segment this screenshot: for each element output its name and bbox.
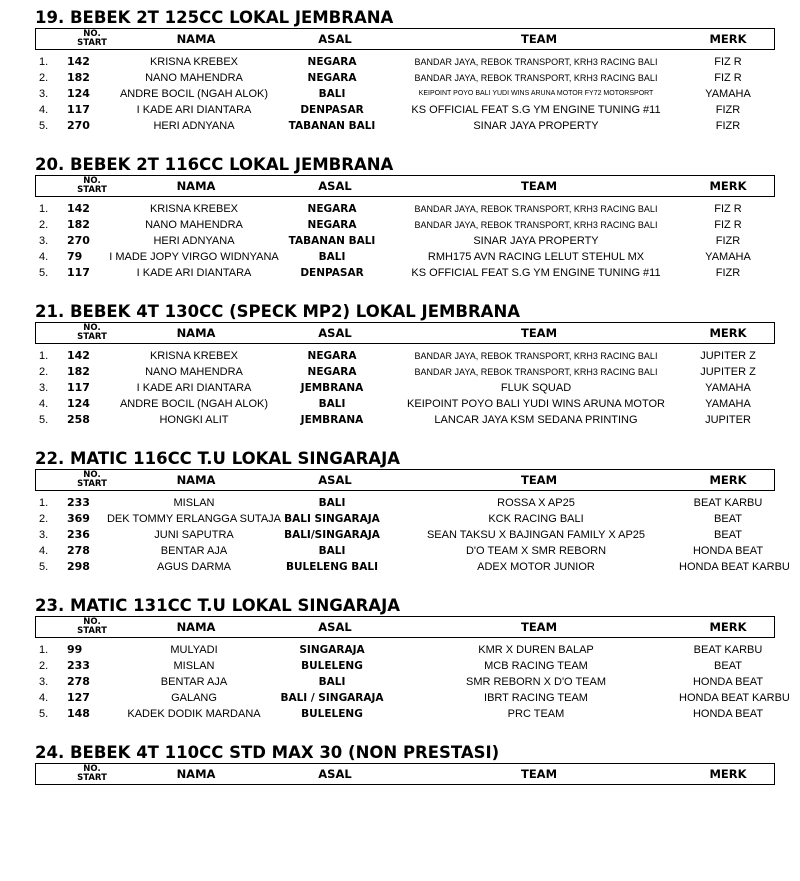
bike-brand: FIZR — [715, 104, 741, 116]
table-row — [33, 642, 777, 658]
header-no-start: NO. START — [77, 617, 107, 636]
bike-brand: HONDA BEAT — [692, 676, 764, 688]
rider-origin: BULELENG — [301, 660, 363, 672]
rider-origin: BALI — [318, 398, 346, 410]
rider-name: NANO MAHENDRA — [145, 72, 243, 84]
header-merk: MERK — [709, 767, 747, 781]
start-number: 117 — [67, 103, 90, 116]
row-index: 2. — [39, 72, 49, 84]
start-number: 233 — [67, 496, 90, 509]
table-row — [33, 348, 777, 364]
start-number: 270 — [67, 234, 90, 247]
team-name: KS OFFICIAL FEAT S.G YM ENGINE TUNING #11 — [411, 267, 661, 279]
table-row — [33, 658, 777, 674]
bike-brand: FIZR — [715, 235, 741, 247]
rider-name: ANDRE BOCIL (NGAH ALOK) — [119, 398, 269, 410]
rider-name: MISLAN — [173, 497, 215, 509]
header-team: TEAM — [520, 32, 558, 46]
row-index: 4. — [39, 545, 49, 557]
bike-brand: BEAT — [714, 529, 742, 541]
table-row — [33, 249, 777, 265]
rider-origin: NEGARA — [307, 203, 357, 215]
row-index: 1. — [39, 56, 49, 68]
rider-origin: NEGARA — [307, 219, 357, 231]
header-no-start: NO. START — [77, 470, 107, 489]
header-asal: ASAL — [318, 620, 352, 634]
rider-name: HONGKI ALIT — [159, 414, 229, 426]
start-number: 278 — [67, 675, 90, 688]
start-number: 298 — [67, 560, 90, 573]
rider-origin: NEGARA — [307, 56, 357, 68]
row-index: 5. — [39, 708, 49, 720]
rider-origin: BULELENG BALI — [285, 561, 379, 573]
start-number: 142 — [67, 55, 90, 68]
class-section-24 — [33, 743, 777, 785]
team-name: RMH175 AVN RACING LELUT STEHUL MX — [427, 251, 645, 263]
table-row — [33, 559, 790, 575]
rider-origin: TABANAN BALI — [288, 235, 376, 247]
rider-origin: JEMBRANA — [300, 382, 364, 394]
section-title: 20. BEBEK 2T 116CC LOKAL JEMBRANA — [35, 155, 394, 174]
bike-brand: HONDA BEAT — [692, 545, 764, 557]
header-nama: NAMA — [176, 326, 216, 340]
start-number: 233 — [67, 659, 90, 672]
bike-brand: FIZ R — [714, 56, 742, 68]
rider-origin: BALI SINGARAJA — [284, 513, 380, 525]
table-row — [33, 396, 777, 412]
team-name: BANDAR JAYA, REBOK TRANSPORT, KRH3 RACING BALI — [414, 351, 658, 361]
rider-origin: NEGARA — [307, 350, 357, 362]
row-index: 2. — [39, 366, 49, 378]
header-nama: NAMA — [176, 620, 216, 634]
bike-brand: FIZR — [715, 120, 741, 132]
header-nama: NAMA — [176, 767, 216, 781]
class-section-21 — [33, 302, 777, 428]
rider-origin: DENPASAR — [300, 267, 364, 279]
table-row — [33, 412, 777, 428]
header-asal: ASAL — [318, 179, 352, 193]
rider-origin: BALI — [318, 497, 346, 509]
start-number: 79 — [67, 250, 83, 263]
rider-name: KRISNA KREBEX — [149, 350, 239, 362]
table-row — [33, 527, 777, 543]
bike-brand: BEAT KARBU — [693, 497, 763, 509]
start-number: 369 — [67, 512, 90, 525]
rider-origin: BALI — [318, 545, 346, 557]
start-number: 278 — [67, 544, 90, 557]
section-title: 24. BEBEK 4T 110CC STD MAX 30 (NON PRESTASI) — [35, 743, 500, 762]
team-name: LANCAR JAYA KSM SEDANA PRINTING — [434, 414, 638, 426]
header-merk: MERK — [709, 326, 747, 340]
row-index: 3. — [39, 676, 49, 688]
team-name: BANDAR JAYA, REBOK TRANSPORT, KRH3 RACING BALI — [414, 220, 658, 230]
bike-brand: BEAT — [714, 660, 742, 672]
header-team: TEAM — [520, 620, 558, 634]
rider-name: MISLAN — [173, 660, 215, 672]
rider-name: HERI ADNYANA — [153, 120, 235, 132]
rider-origin: BULELENG — [301, 708, 363, 720]
bike-brand: YAMAHA — [705, 398, 751, 410]
start-number: 117 — [67, 381, 90, 394]
team-name: PRC TEAM — [507, 708, 565, 720]
start-number: 182 — [67, 218, 90, 231]
team-name: KS OFFICIAL FEAT S.G YM ENGINE TUNING #11 — [411, 104, 661, 116]
rider-origin: DENPASAR — [300, 104, 364, 116]
row-index: 1. — [39, 644, 49, 656]
bike-brand: YAMAHA — [705, 382, 751, 394]
rider-name: GALANG — [171, 692, 217, 704]
table-row — [33, 54, 777, 70]
bike-brand: YAMAHA — [705, 88, 751, 100]
bike-brand: FIZ R — [714, 203, 742, 215]
rider-name: MULYADI — [170, 644, 218, 656]
table-header — [35, 322, 775, 344]
start-number: 182 — [67, 365, 90, 378]
table-header — [35, 616, 775, 638]
start-number: 124 — [67, 397, 90, 410]
header-asal: ASAL — [318, 767, 352, 781]
header-team: TEAM — [520, 767, 558, 781]
table-row — [33, 364, 777, 380]
class-section-22 — [33, 449, 790, 575]
rider-name: HERI ADNYANA — [153, 235, 235, 247]
row-index: 3. — [39, 235, 49, 247]
team-name: IBRT RACING TEAM — [484, 692, 588, 704]
header-team: TEAM — [520, 473, 558, 487]
row-index: 2. — [39, 219, 49, 231]
row-index: 4. — [39, 104, 49, 116]
table-row — [33, 118, 777, 134]
class-section-19 — [33, 8, 777, 134]
rider-origin: NEGARA — [307, 72, 357, 84]
row-index: 5. — [39, 561, 49, 573]
header-merk: MERK — [709, 620, 747, 634]
rider-name: NANO MAHENDRA — [145, 219, 243, 231]
row-index: 4. — [39, 398, 49, 410]
rider-origin: NEGARA — [307, 366, 357, 378]
row-index: 2. — [39, 513, 49, 525]
team-name: SEAN TAKSU X BAJINGAN FAMILY X AP25 — [426, 529, 646, 541]
bike-brand: JUPITER Z — [700, 366, 756, 378]
start-number: 117 — [67, 266, 90, 279]
class-section-23 — [33, 596, 790, 722]
header-team: TEAM — [520, 179, 558, 193]
bike-brand: HONDA BEAT KARBU — [679, 561, 790, 573]
header-asal: ASAL — [318, 326, 352, 340]
team-name: SINAR JAYA PROPERTY — [473, 120, 599, 132]
bike-brand: FIZR — [715, 267, 741, 279]
class-section-20 — [33, 155, 777, 281]
start-number: 148 — [67, 707, 90, 720]
table-header — [35, 469, 775, 491]
table-row — [33, 70, 777, 86]
bike-brand: FIZ R — [714, 72, 742, 84]
team-name: BANDAR JAYA, REBOK TRANSPORT, KRH3 RACING BALI — [414, 57, 658, 67]
table-row — [33, 380, 777, 396]
table-row — [33, 201, 777, 217]
section-title: 23. MATIC 131CC T.U LOKAL SINGARAJA — [35, 596, 400, 615]
team-name: MCB RACING TEAM — [484, 660, 588, 672]
header-merk: MERK — [709, 179, 747, 193]
table-row — [33, 674, 777, 690]
row-index: 5. — [39, 120, 49, 132]
table-row — [33, 102, 777, 118]
bike-brand: JUPITER — [705, 414, 751, 426]
row-index: 5. — [39, 414, 49, 426]
start-number: 258 — [67, 413, 90, 426]
team-name: BANDAR JAYA, REBOK TRANSPORT, KRH3 RACING BALI — [414, 204, 658, 214]
table-row — [33, 495, 777, 511]
header-asal: ASAL — [318, 473, 352, 487]
rider-name: BENTAR AJA — [160, 545, 228, 557]
section-title: 21. BEBEK 4T 130CC (SPECK MP2) LOKAL JEMBRANA — [35, 302, 521, 321]
rider-name: I MADE JOPY VIRGO WIDNYANA — [109, 251, 279, 263]
bike-brand: BEAT KARBU — [693, 644, 763, 656]
table-row — [33, 86, 777, 102]
rider-name: DEK TOMMY ERLANGGA SUTAJA — [106, 513, 281, 525]
start-number: 142 — [67, 202, 90, 215]
header-merk: MERK — [709, 32, 747, 46]
team-name: ADEX MOTOR JUNIOR — [477, 561, 595, 573]
bike-brand: BEAT — [714, 513, 742, 525]
row-index: 1. — [39, 497, 49, 509]
start-number: 127 — [67, 691, 90, 704]
team-name: KEIPOINT POYO BALI YUDI WINS ARUNA MOTOR FY72 MOTORSPORT — [418, 90, 654, 97]
table-row — [33, 690, 790, 706]
row-index: 4. — [39, 692, 49, 704]
rider-origin: BALI / SINGARAJA — [280, 692, 384, 704]
table-header — [35, 175, 775, 197]
header-nama: NAMA — [176, 32, 216, 46]
rider-name: AGUS DARMA — [157, 561, 231, 573]
table-row — [33, 233, 777, 249]
table-row — [33, 265, 777, 281]
start-number: 270 — [67, 119, 90, 132]
header-asal: ASAL — [318, 32, 352, 46]
row-index: 3. — [39, 382, 49, 394]
row-index: 3. — [39, 529, 49, 541]
header-no-start: NO. START — [77, 29, 107, 48]
row-index: 3. — [39, 88, 49, 100]
header-no-start: NO. START — [77, 323, 107, 342]
rider-name: KRISNA KREBEX — [149, 203, 239, 215]
rider-name: I KADE ARI DIANTARA — [136, 267, 252, 279]
section-title: 19. BEBEK 2T 125CC LOKAL JEMBRANA — [35, 8, 394, 27]
row-index: 5. — [39, 267, 49, 279]
bike-brand: HONDA BEAT — [692, 708, 764, 720]
rider-origin: BALI/SINGARAJA — [284, 529, 380, 541]
header-no-start: NO. START — [77, 764, 107, 783]
rider-origin: BALI — [318, 251, 346, 263]
rider-origin: TABANAN BALI — [288, 120, 376, 132]
rider-name: I KADE ARI DIANTARA — [136, 382, 252, 394]
table-row — [33, 217, 777, 233]
rider-name: I KADE ARI DIANTARA — [136, 104, 252, 116]
table-header — [35, 763, 775, 785]
header-merk: MERK — [709, 473, 747, 487]
row-index: 2. — [39, 660, 49, 672]
team-name: D'O TEAM X SMR REBORN — [465, 545, 607, 557]
start-number: 236 — [67, 528, 90, 541]
team-name: FLUK SQUAD — [500, 382, 572, 394]
table-row — [33, 511, 777, 527]
team-name: KEIPOINT POYO BALI YUDI WINS ARUNA MOTOR — [407, 398, 665, 410]
bike-brand: YAMAHA — [705, 251, 751, 263]
table-row — [33, 706, 777, 722]
rider-name: BENTAR AJA — [160, 676, 228, 688]
header-nama: NAMA — [176, 179, 216, 193]
team-name: BANDAR JAYA, REBOK TRANSPORT, KRH3 RACING BALI — [414, 73, 658, 83]
table-header — [35, 28, 775, 50]
header-team: TEAM — [520, 326, 558, 340]
row-index: 4. — [39, 251, 49, 263]
rider-origin: BALI — [318, 676, 346, 688]
rider-origin: SINGARAJA — [299, 644, 365, 656]
rider-name: KADEK DODIK MARDANA — [127, 708, 261, 720]
team-name: SINAR JAYA PROPERTY — [473, 235, 599, 247]
team-name: BANDAR JAYA, REBOK TRANSPORT, KRH3 RACING BALI — [414, 367, 658, 377]
row-index: 1. — [39, 203, 49, 215]
rider-origin: BALI — [318, 88, 346, 100]
section-title: 22. MATIC 116CC T.U LOKAL SINGARAJA — [35, 449, 400, 468]
rider-name: KRISNA KREBEX — [149, 56, 239, 68]
start-number: 182 — [67, 71, 90, 84]
start-number: 124 — [67, 87, 90, 100]
team-name: KMR X DUREN BALAP — [478, 644, 594, 656]
start-number: 99 — [67, 643, 83, 656]
bike-brand: HONDA BEAT KARBU — [679, 692, 790, 704]
header-nama: NAMA — [176, 473, 216, 487]
row-index: 1. — [39, 350, 49, 362]
table-row — [33, 543, 777, 559]
team-name: SMR REBORN X D'O TEAM — [465, 676, 607, 688]
rider-name: NANO MAHENDRA — [145, 366, 243, 378]
header-no-start: NO. START — [77, 176, 107, 195]
team-name: KCK RACING BALI — [488, 513, 584, 525]
team-name: ROSSA X AP25 — [497, 497, 575, 509]
start-number: 142 — [67, 349, 90, 362]
bike-brand: JUPITER Z — [700, 350, 756, 362]
rider-name: ANDRE BOCIL (NGAH ALOK) — [119, 88, 269, 100]
rider-origin: JEMBRANA — [300, 414, 364, 426]
rider-name: JUNI SAPUTRA — [154, 529, 234, 541]
bike-brand: FIZ R — [714, 219, 742, 231]
